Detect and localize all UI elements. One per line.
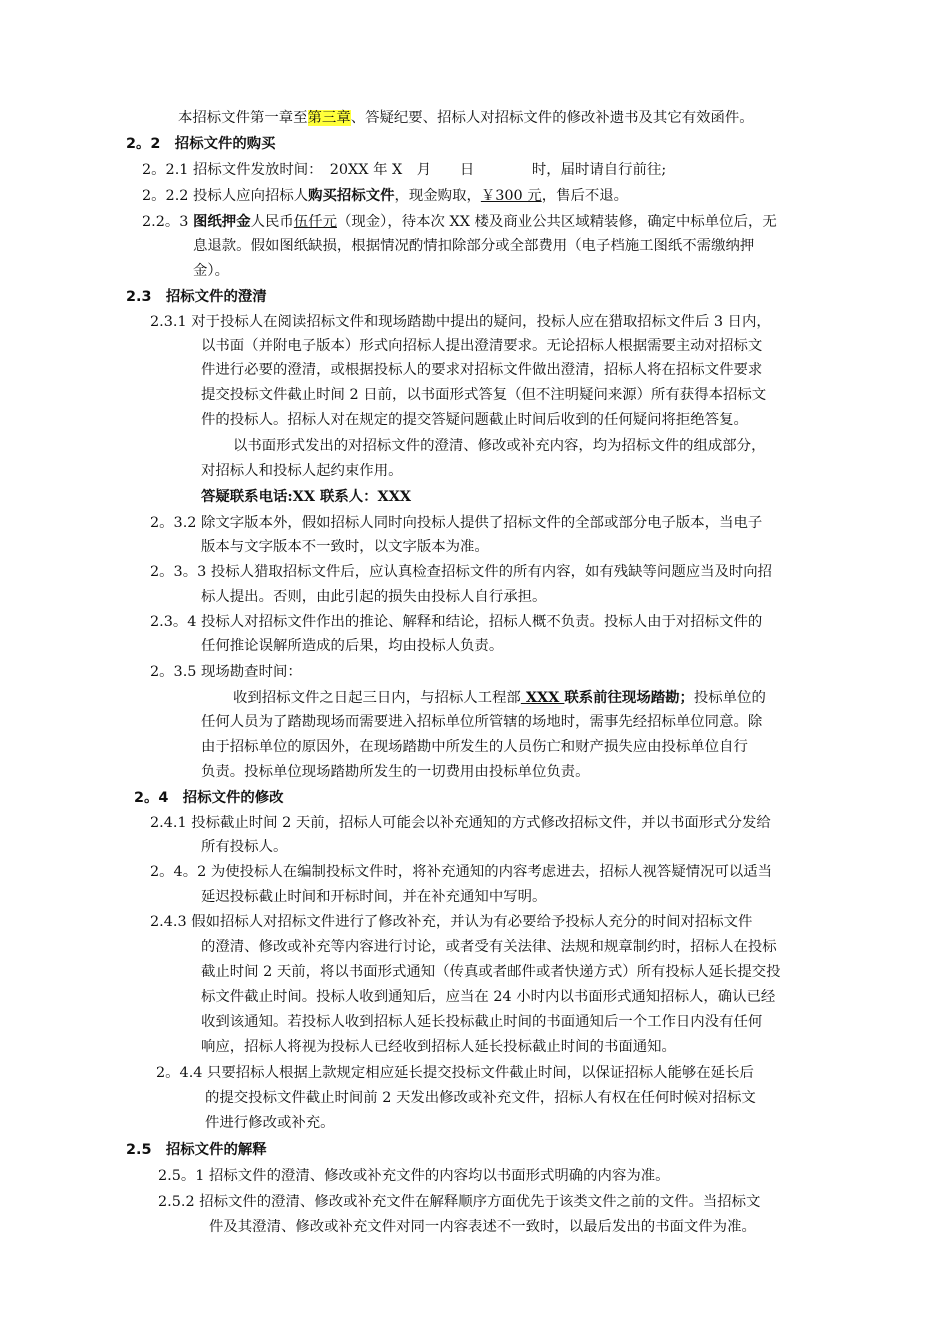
clause-2-4-3-line-2: 的澄清、修改或补充等内容进行讨论，或者受有关法律、法规和规章制约时，招标人在投标 bbox=[201, 939, 777, 955]
clause-2-3-4-line-2: 任何推论误解所造成的后果，均由投标人负责。 bbox=[201, 638, 504, 654]
clause-2-4-3-line-3: 截止时间 2 天前，将以书面形式通知（传真或者邮件或者快递方式）所有投标人延长提交投 bbox=[201, 964, 781, 980]
clause-2-3-4: 2.3。4 投标人对招标文件作出的推论、解释和结论，招标人概不负责。投标人由于对招标文件的 bbox=[150, 614, 763, 630]
clause-2-3-1: 2.3.1 对于投标人在阅读招标文件和现场踏勘中提出的疑问，投标人应在猎取招标文件后 3 日内， bbox=[150, 314, 771, 330]
clause-2-4-3-line-4: 标文件截止时间。投标人收到通知后，应当在 24 小时内以书面形式通知招标人，确认已经 bbox=[201, 989, 776, 1005]
clause-2-4-3-line-5: 收到该通知。若投标人收到招标人延长投标截止时间的书面通知后一个工作日内没有任何 bbox=[201, 1014, 763, 1030]
clause-2-3-5: 2。3.5 现场勘查时间： bbox=[150, 664, 302, 680]
clause-2-3-2: 2。3.2 除文字版本外，假如招标人同时向投标人提供了招标文件的全部或部分电子版本，当电子 bbox=[150, 515, 763, 531]
clause-2-3-1-line-2: 以书面（并附电子版本）形式向招标人提出澄清要求。无论招标人根据需要主动对招标文 bbox=[201, 338, 763, 354]
clause-2-4-4-line-2: 的提交投标文件截止时间前 2 天发出修改或补充文件，招标人有权在任何时候对招标文 bbox=[205, 1090, 756, 1106]
clause-2-3-5-line-4: 由于招标单位的原因外，在现场踏勘中所发生的人员伤亡和财产损失应由投标单位自行 bbox=[201, 739, 748, 755]
section-heading-2-4: 2。4 招标文件的修改 bbox=[134, 790, 284, 806]
section-heading-2-2: 2。2 招标文件的购买 bbox=[126, 136, 276, 152]
clause-2-2-2: 2。2.2 投标人应向招标人购买招标文件，现金购取，￥300 元，售后不退。 bbox=[142, 187, 629, 204]
clause-2-3-1-line-6: 以书面形式发出的对招标文件的澄清、修改或补充内容，均为招标文件的组成部分， bbox=[233, 438, 766, 454]
clause-2-5-2-line-2: 件及其澄清、修改或补充文件对同一内容表述不一致时，以最后发出的书面文件为准。 bbox=[209, 1219, 756, 1235]
clause-2-3-1-line-3: 件进行必要的澄清，或根据投标人的要求对招标文件做出澄清，招标人将在招标文件要求 bbox=[201, 362, 763, 378]
intro-line: 本招标文件第一章至第三章、答疑纪要、招标人对招标文件的修改补遗书及其它有效函件。 bbox=[178, 110, 754, 126]
clause-2-3-1-line-4: 提交投标文件截止时间 2 日前，以书面形式答复（但不注明疑问来源）所有获得本招标文 bbox=[201, 387, 767, 403]
clause-2-5-1: 2.5。1 招标文件的澄清、修改或补充文件的内容均以书面形式明确的内容为准。 bbox=[158, 1168, 670, 1184]
section-heading-2-5: 2.5 招标文件的解释 bbox=[126, 1142, 267, 1158]
clause-2-5-2: 2.5.2 招标文件的澄清、修改或补充文件在解释顺序方面优先于该类文件之前的文件。当招标文 bbox=[158, 1194, 761, 1210]
clause-2-2-3-line-3: 金）。 bbox=[193, 263, 229, 279]
clause-2-4-4: 2。4.4 只要招标人根据上款规定相应延长提交投标文件截止时间，以保证招标人能够在延长后 bbox=[156, 1065, 754, 1081]
clause-2-2-3: 2.2。3 图纸押金人民币伍仟元（现金），待本次 XX 楼及商业公共区域精装修，确定中标单位后，无 bbox=[142, 213, 777, 230]
clause-2-4-2-line-2: 延迟投标截止时间和开标时间，并在补充通知中写明。 bbox=[201, 889, 547, 905]
clause-2-3-1-line-5: 件的投标人。招标人对在规定的提交答疑问题截止时间后收到的任何疑问将拒绝答复。 bbox=[201, 412, 748, 428]
clause-2-2-3-line-2: 息退款。假如图纸缺损，根据情况酌情扣除部分或全部费用（电子档施工图纸不需缴纳押 bbox=[193, 238, 755, 254]
clause-2-4-3: 2.4.3 假如招标人对招标文件进行了修改补充，并认为有必要给予投标人充分的时间对招标文件 bbox=[150, 914, 753, 930]
clause-2-3-5-line-5: 负责。投标单位现场踏勘所发生的一切费用由投标单位负责。 bbox=[201, 764, 590, 780]
clause-2-3-2-line-2: 版本与文字版本不一致时，以文字版本为准。 bbox=[201, 539, 489, 555]
clause-2-4-1-line-2: 所有投标人。 bbox=[201, 839, 288, 855]
clause-2-3-5-line-2: 收到招标文件之日起三日内，与招标人工程部 XXX 联系前往现场踏勘；投标单位的 bbox=[233, 689, 766, 706]
clause-2-2-1: 2。2.1 招标文件发放时间： 20XX 年 X 月 日 时，届时请自行前往; bbox=[142, 162, 667, 178]
clause-2-3-3-line-2: 标人提出。否则，由此引起的损失由投标人自行承担。 bbox=[201, 589, 547, 605]
clause-2-4-4-line-3: 件进行修改或补充。 bbox=[205, 1115, 335, 1131]
clause-2-4-3-line-6: 响应，招标人将视为投标人已经收到招标人延长投标截止时间的书面通知。 bbox=[201, 1039, 676, 1055]
clause-2-3-5-line-3: 任何人员为了踏勘现场而需要进入招标单位所管辖的场地时，需事先经招标单位同意。除 bbox=[201, 714, 763, 730]
clause-2-3-3: 2。3。3 投标人猎取招标文件后，应认真检查招标文件的所有内容，如有残缺等问题应当及时向招 bbox=[150, 564, 773, 580]
section-heading-2-3: 2.3 招标文件的澄清 bbox=[126, 289, 267, 305]
highlighted-text: 第三章 bbox=[307, 110, 351, 126]
contact-line: 答疑联系电话:XX 联系人：XXX bbox=[201, 488, 412, 505]
clause-2-4-2: 2。4。2 为使投标人在编制投标文件时，将补充通知的内容考虑进去，招标人视答疑情况可以适当 bbox=[150, 864, 773, 880]
clause-2-3-1-line-7: 对招标人和投标人起约束作用。 bbox=[201, 463, 403, 479]
clause-2-4-1: 2.4.1 投标截止时间 2 天前，招标人可能会以补充通知的方式修改招标文件，并以书面形式分发给 bbox=[150, 815, 771, 831]
